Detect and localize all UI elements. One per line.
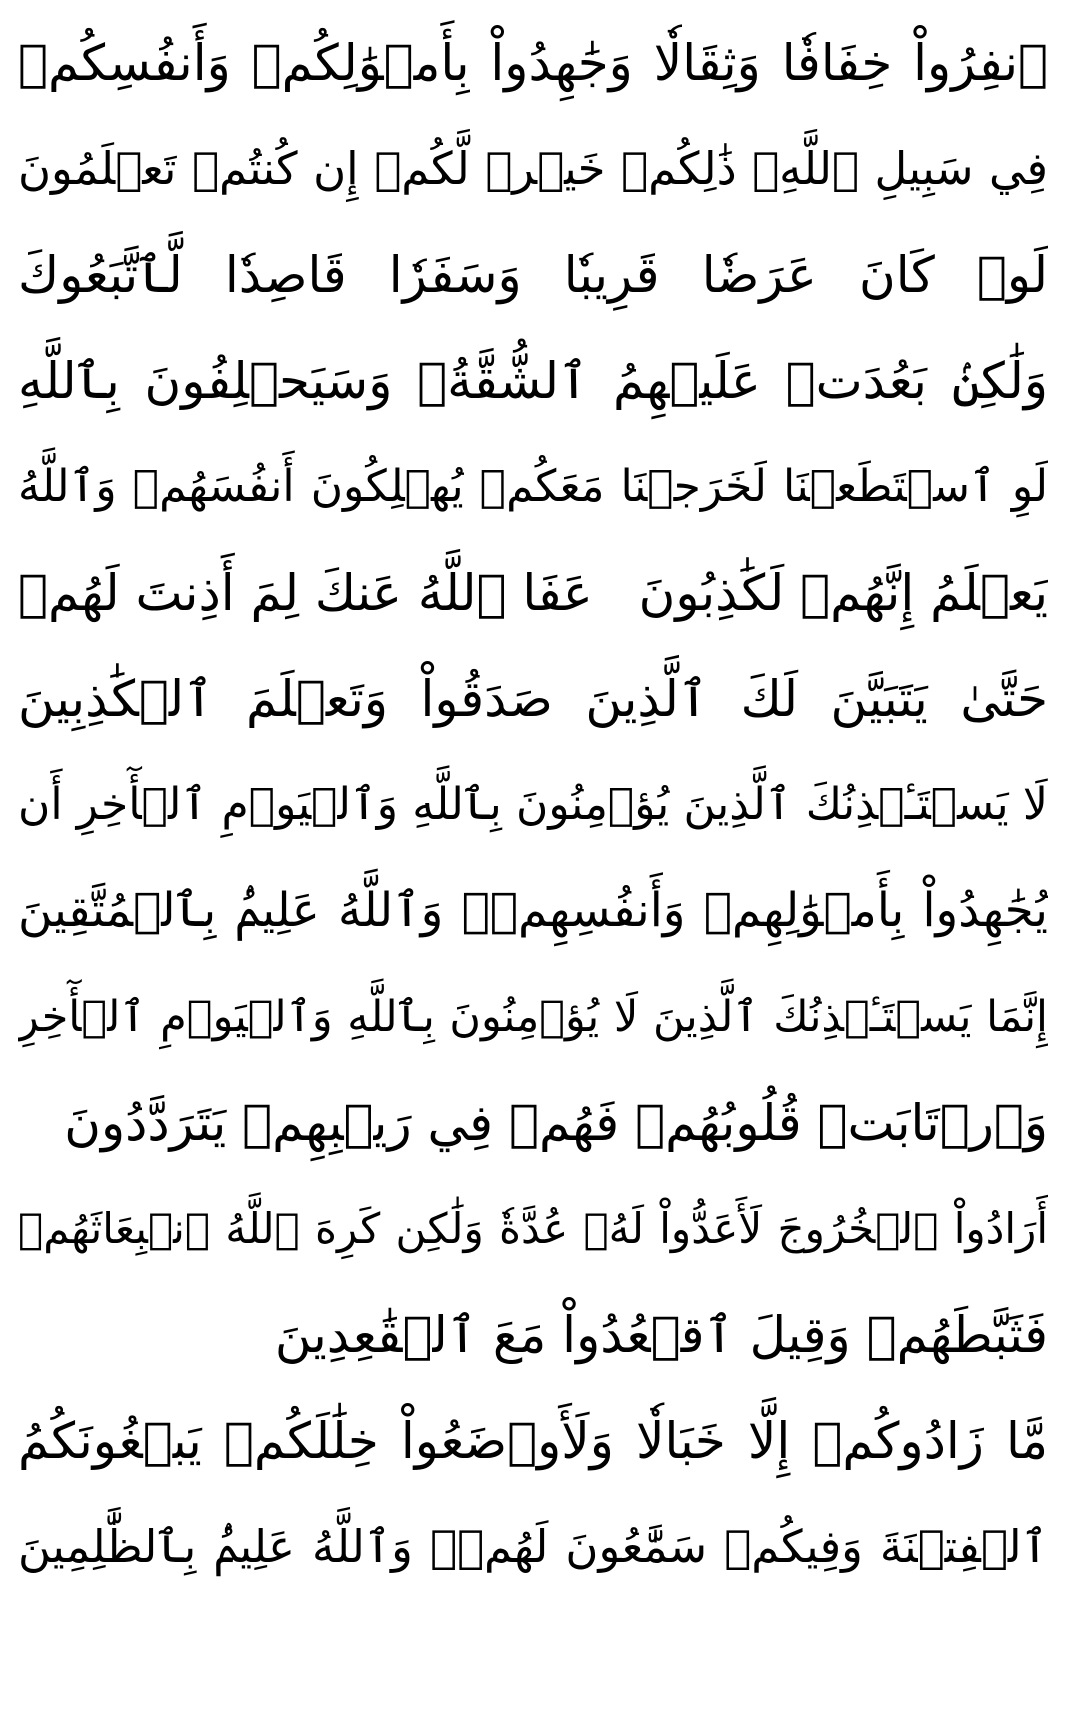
verse-segment-end-of-verse-42: يَعۡلَمُ إِنَّهُمۡ لَكَٰذِبُونَ [638,564,1048,622]
verse-line-13 [18,1282,1048,1388]
verse-line-7: حَتَّىٰ يَتَبَيَّنَ لَكَ ٱلَّذِينَ صَدَقُواْ وَتَعۡلَمَ ٱلۡكَٰذِبِينَ [18,670,1048,728]
mushaf-page [18,10,1048,1705]
verse-line-6 [18,540,1048,646]
verse-line-10: إِنَّمَا يَسۡتَـٔۡذِنُكَ ٱلَّذِينَ لَا يُؤۡمِنُونَ بِٱللَّهِ وَٱلۡيَوۡمِ ٱلۡأٓخِرِ [18,992,1048,1042]
verse-segment-start-of-verse-43: عَفَا ٱللَّهُ عَنكَ لِمَ أَذِنتَ لَهُمۡ [18,564,593,622]
verse-line-5: لَوِ ٱسۡتَطَعۡنَا لَخَرَجۡنَا مَعَكُمۡ يُهۡلِكُونَ أَنفُسَهُمۡ وَٱللَّهُ [18,461,1048,512]
verse-line-2: فِي سَبِيلِ ٱللَّهِۚ ذَٰلِكُمۡ خَيۡرٞ لَّكُمۡ إِن كُنتُمۡ تَعۡلَمُونَ [18,142,1048,195]
verse-line-15: ٱلۡفِتۡنَةَ وَفِيكُمۡ سَمَّٰعُونَ لَهُمۡۗ وَٱللَّهُ عَلِيمُۢ بِٱلظَّٰلِمِينَ [18,1520,1048,1573]
verse-line-8: لَا يَسۡتَـٔۡذِنُكَ ٱلَّذِينَ يُؤۡمِنُونَ بِٱللَّهِ وَٱلۡيَوۡمِ ٱلۡأٓخِرِ أَن [18,779,1048,830]
verse-segment-end-of-verse-45: وَٱرۡتَابَتۡ قُلُوبُهُمۡ فَهُمۡ فِي رَيۡبِهِمۡ يَتَرَدَّدُونَ [64,1094,1048,1152]
verse-line-3: لَوۡ كَانَ عَرَضٗا قَرِيبٗا وَسَفَرٗا قَاصِدٗا لَّٱتَّبَعُوكَ [18,246,1048,304]
verse-line-11 [18,1070,1048,1176]
verse-line-1: ٱنفِرُواْ خِفَافٗا وَثِقَالٗا وَجَٰهِدُواْ بِأَمۡوَٰلِكُمۡ وَأَنفُسِكُمۡ [18,34,1048,92]
verse-line-14: مَّا زَادُوكُمۡ إِلَّا خَبَالٗا وَلَأَوۡضَعُواْ خِلَٰلَكُمۡ يَبۡغُونَكُمُ [18,1412,1048,1470]
verse-line-9: يُجَٰهِدُواْ بِأَمۡوَٰلِهِمۡ وَأَنفُسِهِمۡۗ وَٱللَّهُ عَلِيمُۢ بِٱلۡمُتَّقِينَ [18,883,1048,938]
verse-line-4: وَلَٰكِنۢ بَعُدَتۡ عَلَيۡهِمُ ٱلشُّقَّةُۚ وَسَيَحۡلِفُونَ بِٱللَّهِ [18,352,1048,410]
verse-segment-end-of-verse-46: فَثَبَّطَهُمۡ وَقِيلَ ٱقۡعُدُواْ مَعَ ٱلۡقَٰعِدِينَ [274,1306,1048,1364]
verse-line-12: أَرَادُواْ ٱلۡخُرُوجَ لَأَعَدُّواْ لَهُۥ عُدَّةٗ وَلَٰكِن كَرِهَ ٱللَّهُ ٱنۢبِعَاثَهُمۡ [18,1204,1048,1253]
